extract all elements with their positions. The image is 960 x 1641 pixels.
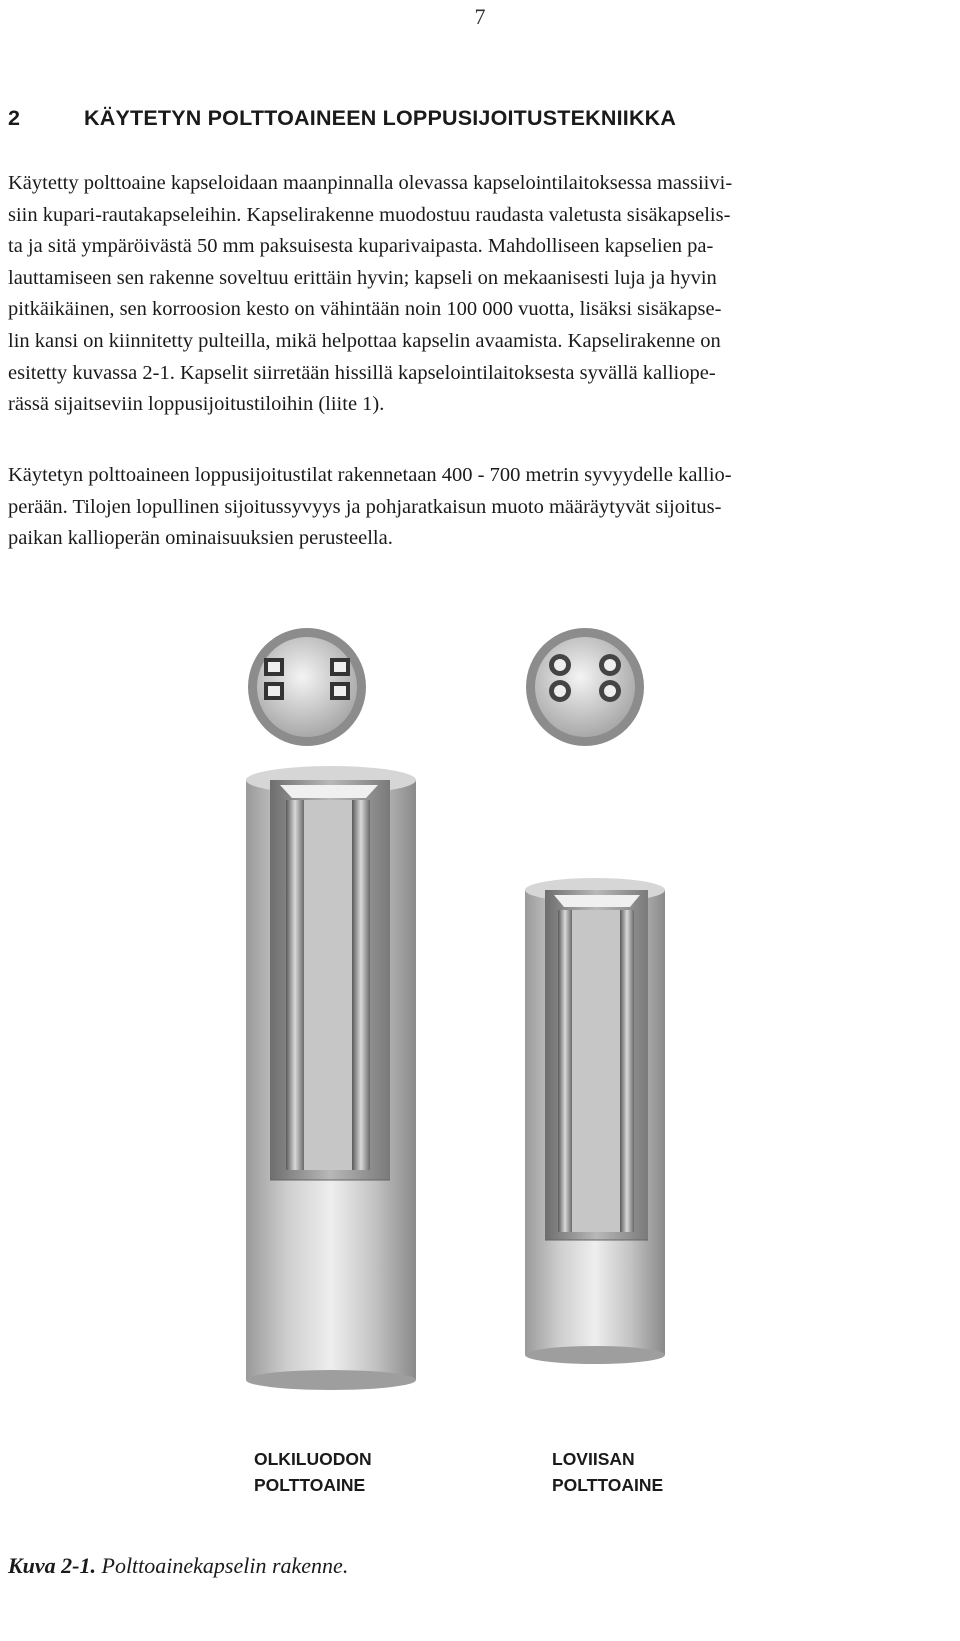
text-line: ta ja sitä ympäröivästä 50 mm paksuisesta kuparivaipasta. Mahdolliseen kapselien pa- (8, 235, 714, 258)
text-line: siin kupari-rautakapseleihin. Kapselirakenne muodostuu raudasta valetusta sisäkapselis- (8, 203, 731, 226)
text-line: esitetty kuvassa 2-1. Kapselit siirretään hissillä kapselointilaitoksesta syvällä kalliope- (8, 361, 716, 384)
text-line: paikan kallioperän ominaisuuksien perusteella. (8, 527, 393, 550)
text-line: lauttamiseen sen rakenne soveltuu erittäin hyvin; kapseli on mekaanisesti luja ja hyvin (8, 266, 717, 289)
loviisa-label (552, 1446, 663, 1498)
text-line: pitkäikäinen, sen korroosion kesto on vähintään noin 100 000 vuotta, lisäksi sisäkapse- (8, 298, 722, 321)
text-line: perään. Tilojen lopullinen sijoitussyvyys ja pohjaratkaisun muoto määräytyvät sijoitus- (8, 495, 722, 518)
label-line: POLTTOAINE (552, 1475, 664, 1495)
caption-text: Polttoainekapselin rakenne. (101, 1553, 349, 1578)
olkiluoto-label (254, 1446, 372, 1498)
page-number: 7 (474, 4, 486, 29)
text-line: lin kansi on kiinnitetty pulteilla, mikä helpottaa kapselin avaamista. Kapselirakenne on (8, 329, 721, 352)
paragraph-2 (8, 460, 958, 555)
paragraph-1 (8, 168, 958, 421)
label-line: LOVIISAN (552, 1449, 635, 1469)
text-line: Käytetty polttoaine kapseloidaan maanpinnalla olevassa kapselointilaitoksessa massiivi- (8, 172, 733, 194)
loviisa-cross-section (526, 628, 644, 746)
text-line: Käytetyn polttoaineen loppusijoitustilat rakennetaan 400 - 700 metrin syvyydelle kallio- (8, 464, 732, 486)
capsule-illustration (200, 620, 760, 1410)
label-line: POLTTOAINE (254, 1475, 366, 1495)
olkiluoto-capsule (246, 766, 416, 1390)
figure-caption (8, 1553, 348, 1579)
section-number: 2 (8, 106, 21, 130)
olkiluoto-cross-section (248, 628, 366, 746)
loviisa-capsule (525, 878, 665, 1364)
section-heading (8, 106, 948, 131)
caption-number: Kuva 2-1. (8, 1553, 96, 1578)
section-title: KÄYTETYN POLTTOAINEEN LOPPUSIJOITUSTEKNIIKKA (84, 106, 677, 130)
text-line: rässä sijaitseviin loppusijoitustiloihin (liite 1). (8, 393, 385, 416)
label-line: OLKILUODON (254, 1449, 372, 1469)
